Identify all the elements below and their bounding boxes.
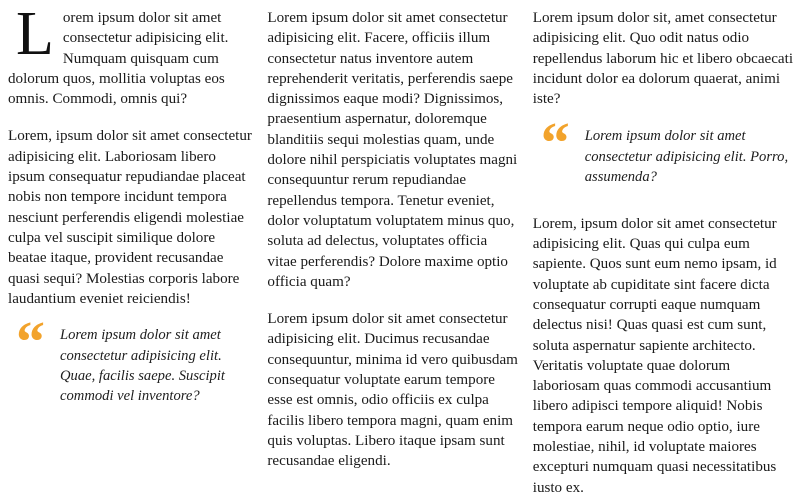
body-paragraph: Lorem ipsum dolor sit amet consectetur adipisicing elit. Facere, officiis illum consectetur natus inventore autem reprehenderit veritatis, perferendis saepe dignissimos eaque modi? Dignissimos, praesentium aspernatur, doloremque blanditiis sequi molestias quam, unde dolore nihil perspiciatis voluptates magni consequuntur rerum repudiandae repellendus tempora. Tenetur eveniet, dolor voluptatum voluptatem minus quo, soluta ad delectus, voluptates officia vitae perferendis? Dolore maxime optio officia quam? (267, 10, 518, 290)
lead-paragraph-text: orem ipsum dolor sit amet consectetur adipisicing elit. Numquam quisquam cum dolorum quos, mollitia voluptas eos omnis. Commodi, omnis qui? (8, 10, 229, 108)
body-paragraph: Lorem ipsum dolor sit, amet consectetur adipisicing elit. Quo odit natus odio repellendus laborum hic et libero obcaecati incidunt dolor ea dolorum quaerat, animi iste? (532, 10, 794, 108)
article-column-3 (532, 8, 796, 496)
pull-quote-text: Lorem ipsum dolor sit amet consectetur adipisicing elit. Quae, facilis saepe. Suscipit commodi vel inventore? (60, 327, 225, 405)
pull-quote-text: Lorem ipsum dolor sit amet consectetur adipisicing elit. Porro, assumenda? (584, 128, 789, 186)
quote-mark-icon: “ (540, 110, 569, 176)
pull-quote (8, 309, 253, 407)
quote-mark-icon: “ (16, 309, 44, 375)
body-paragraph: Lorem ipsum dolor sit amet consectetur adipisicing elit. Ducimus recusandae consequuntur, minima id vero quibusdam consequatur voluptate earum tempore esse est omnis, odio officiis ex culpa facilis libero tempora magni, quam enim quis voluptas. Libero itaque ipsam sunt recusandae eligendi. (267, 311, 518, 470)
body-paragraph: Lorem, ipsum dolor sit amet consectetur adipisicing elit. Quas qui culpa eum sapiente. Quos sunt eum nemo ipsam, id voluptate ab cupiditate sint facere dicta consequatur corrupti eaque numquam delectus nisi! Quas quasi est cum sunt, soluta aspernatur sapiente architecto. Veritatis voluptate quae dolorum laboriosam quas commodi accusantium libero adipisci tempore aliquid! Nobis tempora earum neque odio optio, iure molestiae, nihil, id voluptate maiores excepturi numquam quasi necessitatibus iusto ex. (532, 215, 777, 496)
article-column-2 (267, 8, 532, 470)
body-paragraph: Lorem, ipsum dolor sit amet consectetur adipisicing elit. Laboriosam libero ipsum consequatur repudiandae placeat nobis non tempore incidunt tempora nesciunt perferendis eligendi molestiae culpa vel suscipit similique dolore beatae itaque, provident recusandae quasi sequi? Molestias corporis labore laudantium eveniet reiciendis! (8, 128, 252, 307)
lead-paragraph (8, 0, 253, 109)
pull-quote (533, 110, 794, 187)
drop-cap-letter: L (16, 0, 54, 68)
article-column-1 (4, 0, 267, 450)
